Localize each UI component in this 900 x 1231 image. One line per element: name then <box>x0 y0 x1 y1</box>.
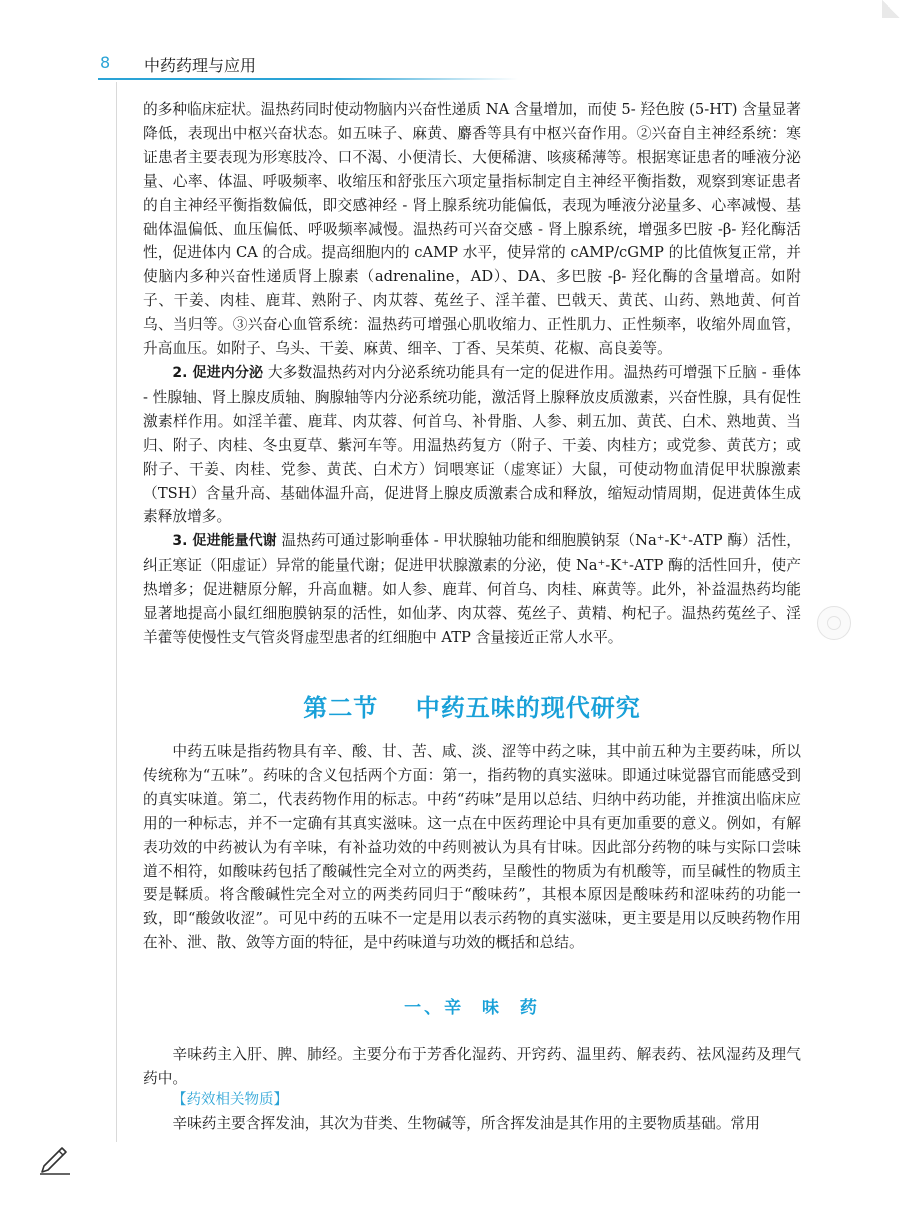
point-text: 温热药可通过影响垂体 - 甲状腺轴功能和细胞膜钠泵（Na⁺-K⁺-ATP 酶）活性，纠正寒证（阳虚证）异常的能量代谢；促进甲状腺激素的分泌，使 Na⁺-K⁺-ATP 酶的活性回升，使产热增多；促进糖原分解，升高血糖。如人参、鹿茸、何首乌、肉桂、麻黄等。此外，补益温热药均能显著地提高小鼠红细胞膜钠泵的活性，如仙茅、肉苁蓉、菟丝子、黄精、枸杞子。温热药菟丝子、淫羊藿等使慢性支气管炎肾虚型患者的红细胞中 ATP 含量接近正常人水平。 <box>143 532 801 646</box>
body-text-block-1 <box>143 98 801 650</box>
body-text-block-4 <box>143 1112 801 1136</box>
material-tag: 【药效相关物质】 <box>172 1092 288 1108</box>
header-rule <box>98 78 518 80</box>
pen-note-icon[interactable] <box>36 1138 76 1178</box>
section-title: 第二节 中药五味的现代研究 <box>303 694 641 722</box>
section-intro-paragraph: 中药五味是指药物具有辛、酸、甘、苦、咸、淡、涩等中药之味，其中前五种为主要药味，所以传统称为“五味”。药味的含义包括两个方面：第一，指药物的真实滋味。即通过味觉器官而能感受到的真实味道。第二，代表药物作用的标志。中药“药味”是用以总结、归纳中药功能，并推演出临床应用的一种标志，并不一定确有其真实滋味。这一点在中医药理论中具有更加重要的意义。例如，有解表功效的中药被认为有辛味，有补益功效的中药则被认为具有甘味。因此部分药物的味与实际口尝味道不相符，如酸味药包括了酸碱性完全对立的两类药，呈酸性的物质为有机酸等，而呈碱性的物质主要是鞣质。将含酸碱性完全对立的两类药同归于“酸味药”，其根本原因是酸味药和涩味药的功能一致，即“酸敛收涩”。可见中药的五味不一定是用以表示药物的真实滋味，更主要是用以反映药物作用在补、泄、散、敛等方面的特征，是中药味道与功效的概括和总结。 <box>143 743 801 952</box>
margin-rule <box>116 82 117 1142</box>
point-text: 大多数温热药对内分泌系统功能具有一定的促进作用。温热药可增强下丘脑 - 垂体 - 性腺轴、肾上腺皮质轴、胸腺轴等内分泌系统功能，激活肾上腺释放皮质激素，兴奋性腺，具有促性激素样作用。如淫羊藿、鹿茸、肉苁蓉、何首乌、补骨脂、人参、刺五加、黄芪、白术、熟地黄、当归、附子、肉桂、冬虫夏草、紫河车等。用温热药复方（附子、干姜、肉桂方；或党参、黄芪方；或附子、干姜、肉桂、党参、黄芪、白术方）饲喂寒证（虚寒证）大鼠，可使动物血清促甲状腺激素（TSH）含量升高、基础体温升高，促进肾上腺皮质激素合成和释放，缩短动情周期，促进黄体生成素释放增多。 <box>143 363 801 526</box>
last-paragraph: 辛味药主要含挥发油，其次为苷类、生物碱等，所含挥发油是其作用的主要物质基础。常用 <box>172 1115 760 1132</box>
point-endocrine <box>143 361 801 529</box>
point-heading: 2. 促进内分泌 <box>172 364 264 381</box>
margin-circle-icon[interactable] <box>817 606 851 640</box>
point-heading: 3. 促进能量代谢 <box>172 533 277 550</box>
subsection-title: 一、辛 味 药 <box>404 998 540 1018</box>
paragraph-continued: 的多种临床症状。温热药同时使动物脑内兴奋性递质 NA 含量增加，而使 5- 羟色胺 (5-HT) 含量显著降低，表现出中枢兴奋状态。如五味子、麻黄、麝香等具有中枢兴奋作用。②兴奋自主神经系统：寒证患者主要表现为形寒肢冷、口不渴、小便清长、大便稀溏、咳痰稀薄等。根据寒证患者的唾液分泌量、心率、体温、呼吸频率、收缩压和舒张压六项定量指标制定自主神经平衡指数，观察到寒证患者的自主神经平衡指数偏低，即交感神经 - 肾上腺系统功能偏低，表现为唾液分泌量多、心率减慢、基础体温偏低、血压偏低、呼吸频率减慢。温热药可兴奋交感 - 肾上腺系统，增强多巴胺 -β- 羟化酶活性，促进体内 CA 的合成。提高细胞内的 cAMP 水平，使异常的 cAMP/cGMP 的比值恢复正常，并使脑内多种兴奋性递质肾上腺素（adrenaline，AD）、DA、多巴胺 -β- 羟化酶的含量增高。如附子、干姜、肉桂、鹿茸、熟附子、肉苁蓉、菟丝子、淫羊藿、巴戟天、黄芪、山药、熟地黄、何首乌、当归等。③兴奋心血管系统：温热药可增强心肌收缩力、正性肌力、正性频率，收缩外周血管，升高血压。如附子、乌头、干姜、麻黄、细辛、丁香、吴茱萸、花椒、高良姜等。 <box>143 101 801 358</box>
subsection-intro-paragraph: 辛味药主入肝、脾、肺经。主要分布于芳香化湿药、开窍药、温里药、解表药、祛风湿药及理气药中。 <box>143 1046 801 1087</box>
page-number: 8 <box>100 53 111 72</box>
running-title: 中药药理与应用 <box>144 56 257 75</box>
page-corner-icon <box>882 0 900 18</box>
point-energy-metabolism <box>143 529 801 650</box>
body-text-block-2 <box>143 740 801 955</box>
body-text-block-3 <box>143 1043 801 1091</box>
